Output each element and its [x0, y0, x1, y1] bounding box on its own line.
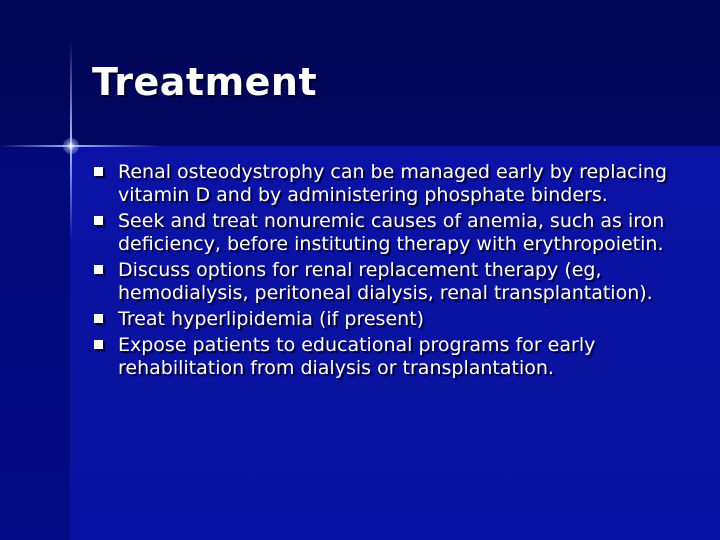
bullet-item-2	[92, 210, 682, 256]
bullet-item-1	[92, 161, 682, 207]
square-bullet-icon	[94, 216, 103, 225]
bullet-item-5	[92, 334, 682, 380]
slide-title: Treatment	[92, 60, 318, 104]
bullet-item-4	[92, 308, 682, 331]
sparkle-icon	[63, 138, 79, 154]
left-strip	[0, 146, 70, 540]
bullet-item-3	[92, 259, 682, 305]
bullet-list	[92, 161, 682, 383]
bullet-text: Discuss options for renal replacement therapy (eg, hemodialysis, peritoneal dialysis, renal transplantation).	[118, 259, 653, 304]
bullet-text: Treat hyperlipidemia (if present)	[118, 308, 425, 330]
bullet-text: Renal osteodystrophy can be managed early by replacing vitamin D and by administering phosphate binders.	[118, 161, 667, 206]
square-bullet-icon	[94, 265, 103, 274]
bullet-text: Expose patients to educational programs for early rehabilitation from dialysis or transplantation.	[118, 334, 596, 379]
square-bullet-icon	[94, 340, 103, 349]
square-bullet-icon	[94, 167, 103, 176]
square-bullet-icon	[94, 314, 103, 323]
bullet-text: Seek and treat nonuremic causes of anemia, such as iron deficiency, before instituting therapy with erythropoietin.	[118, 210, 665, 255]
sparkle-horizontal-icon	[0, 145, 160, 147]
